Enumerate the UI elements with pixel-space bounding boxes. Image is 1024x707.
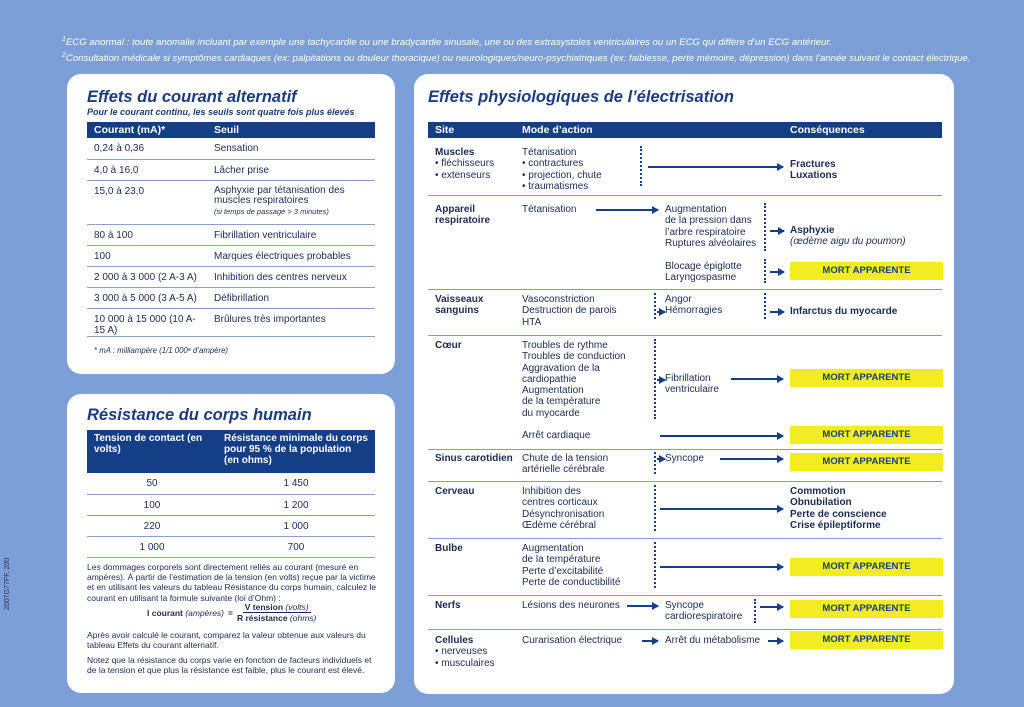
physio-title: Effets physiologiques de l’électrisation	[428, 88, 734, 106]
row-vaisseaux: Vaisseaux sanguins Vasoconstriction Destruction de parois HTA Angor Hémorragies Infarctus du myocarde	[428, 289, 942, 336]
arrow	[720, 458, 783, 460]
resistance-para-2: Après avoir calculé le courant, comparez la valeur obtenue aux valeurs du tableau Effets du courant alternatif.	[87, 630, 366, 651]
row-nerfs: Nerfs Lésions des neurones Syncope cardiorespiratoire MORT APPARENTE	[428, 595, 942, 630]
footnote-2: $^2$Consultation médicale si symptômes cardiaques (ex: palpitations ou douleur thoracique) ou neurologiques/neuro-psychiatriques (ex: faiblesse, perte mémoire, dépression) dans l’année suivant le contact électrique.	[62, 52, 971, 65]
table-row: 50 1 450	[87, 473, 375, 494]
col-current: Courant (mA)*	[87, 122, 207, 138]
table-row: 2 000 à 3 000 (2 A-3 A) Inhibition des centres nerveux	[87, 266, 375, 287]
mort-apparente-badge: MORT APPARENTE	[790, 426, 943, 444]
col-voltage: Tension de contact (en volts)	[87, 430, 217, 473]
resistance-title: Résistance du corps humain	[87, 406, 312, 424]
arrow	[760, 606, 783, 608]
mort-apparente-badge: MORT APPARENTE	[790, 558, 943, 576]
footnotes	[62, 33, 1002, 65]
arrow	[596, 209, 658, 211]
physio-header	[428, 122, 942, 138]
col-resistance: Résistance minimale du corps pour 95 % de la population (en ohms)	[217, 430, 375, 473]
arrow	[731, 378, 783, 380]
ac-effects-panel	[67, 74, 395, 374]
resistance-panel	[67, 394, 395, 693]
row-muscles: Muscles • fléchisseurs • extenseurs Tétanisation • contractures • projection, chute • traumatismes Fractures Luxations	[428, 138, 942, 196]
arrow	[660, 566, 783, 568]
ac-effects-table	[87, 122, 375, 337]
arrow	[648, 166, 783, 168]
mort-apparente-badge: MORT APPARENTE	[790, 453, 943, 471]
arrow	[660, 435, 783, 437]
arrow	[770, 230, 784, 232]
row-respiratoire: Appareil respiratoire Tétanisation Augmentation de la pression dans l’arbre respiratoire Ruptures alvéolaires Asphyxie (œdème aigu du poumon) Blocage épiglotte Laryngospasme MORT APPARENTE	[428, 195, 942, 290]
table-row: 4,0 à 16,0 Lâcher prise	[87, 159, 375, 180]
arrow	[770, 311, 784, 313]
row-coeur: Cœur Troubles de rythme Troubles de conduction Aggravation de la cardiopathie Augmentation de la température du myocarde Fibrillation ventriculaire MORT APPARENTE Arrêt cardiaque MORT APPARENTE	[428, 335, 942, 450]
table-row: 0,24 à 0,36 Sensation	[87, 138, 375, 159]
ac-effects-subtitle: Pour le courant continu, les seuils sont quatre fois plus élevés	[87, 107, 355, 117]
arrow	[660, 508, 783, 510]
table-row: 3 000 à 5 000 (3 A-5 A) Défibrillation	[87, 287, 375, 308]
resistance-table	[87, 430, 375, 558]
table-row: 10 000 à 15 000 (10 A-15 A) Brûlures très importantes	[87, 308, 375, 336]
arrow	[627, 605, 658, 607]
col-site: Site	[435, 124, 455, 136]
resistance-para-3: Notez que la résistance du corps varie en fonction de facteurs individuels et de la tension et que plus la résistance est faible, plus le courant est élevé.	[87, 655, 372, 676]
table-row: 100 Marques électriques probables	[87, 245, 375, 266]
mort-apparente-badge: MORT APPARENTE	[790, 262, 943, 280]
row-sinus: Sinus carotidien Chute de la tension artérielle cérébrale Syncope MORT APPARENTE	[428, 449, 942, 482]
row-cellules: Cellules • nerveuses • musculaires Curarisation électrique Arrêt du métabolisme MORT APPARENTE	[428, 629, 942, 671]
table-row: 220 1 000	[87, 515, 375, 536]
footnote-1: $^1$ECG anormal : toute anomalie incluant par exemple une tachycardie ou une bradycardie sinusale, une ou des extrasystoles ventriculaires ou un ECG qui diffère d’un ECG antérieur.	[62, 36, 832, 49]
ohm-formula: I courant (ampères) = $\frac{\text{V tension (volts)}}{\text{R résistance (ohms)}}$	[147, 602, 317, 623]
table-row: 80 à 100 Fibrillation ventriculaire	[87, 224, 375, 245]
mort-apparente-badge: MORT APPARENTE	[790, 600, 943, 618]
ac-effects-title: Effets du courant alternatif	[87, 88, 297, 106]
col-consequences: Conséquences	[790, 124, 865, 136]
table-row: 100 1 200	[87, 494, 375, 515]
table-row: 1 000 700	[87, 536, 375, 557]
mort-apparente-badge: MORT APPARENTE	[790, 631, 943, 649]
document-code: 2007G77FF, 200	[4, 557, 11, 610]
table-row: 15,0 à 23,0 Asphyxie par tétanisation des muscles respiratoires (si temps de passage > 3 minutes)	[87, 180, 375, 224]
resistance-para-1: Les dommages corporels sont directement reliés au courant (mesuré en ampères). À partir de l’estimation de la tension (en volts) reçue par la victime et en utilisant les valeurs du tableau Résistance du corps humain, calculez le courant en utilisant la formule suivante (loi d’Ohm) :	[87, 562, 377, 603]
col-mode: Mode d’action	[522, 124, 593, 136]
arrow	[642, 640, 658, 642]
arrow	[768, 640, 783, 642]
col-threshold: Seuil	[207, 122, 375, 138]
ac-effects-footnote: * mA : milliampère (1/1 000ᵉ d’ampère)	[94, 346, 229, 355]
physio-panel	[414, 74, 954, 694]
row-cerveau: Cerveau Inhibition des centres corticaux Désynchronisation Œdème cérébral Commotion Obnubilation Perte de conscience Crise épileptiforme	[428, 481, 942, 539]
row-bulbe: Bulbe Augmentation de la température Perte d’excitabilité Perte de conductibilité MORT APPARENTE	[428, 538, 942, 596]
mort-apparente-badge: MORT APPARENTE	[790, 369, 943, 387]
arrow	[770, 271, 784, 273]
